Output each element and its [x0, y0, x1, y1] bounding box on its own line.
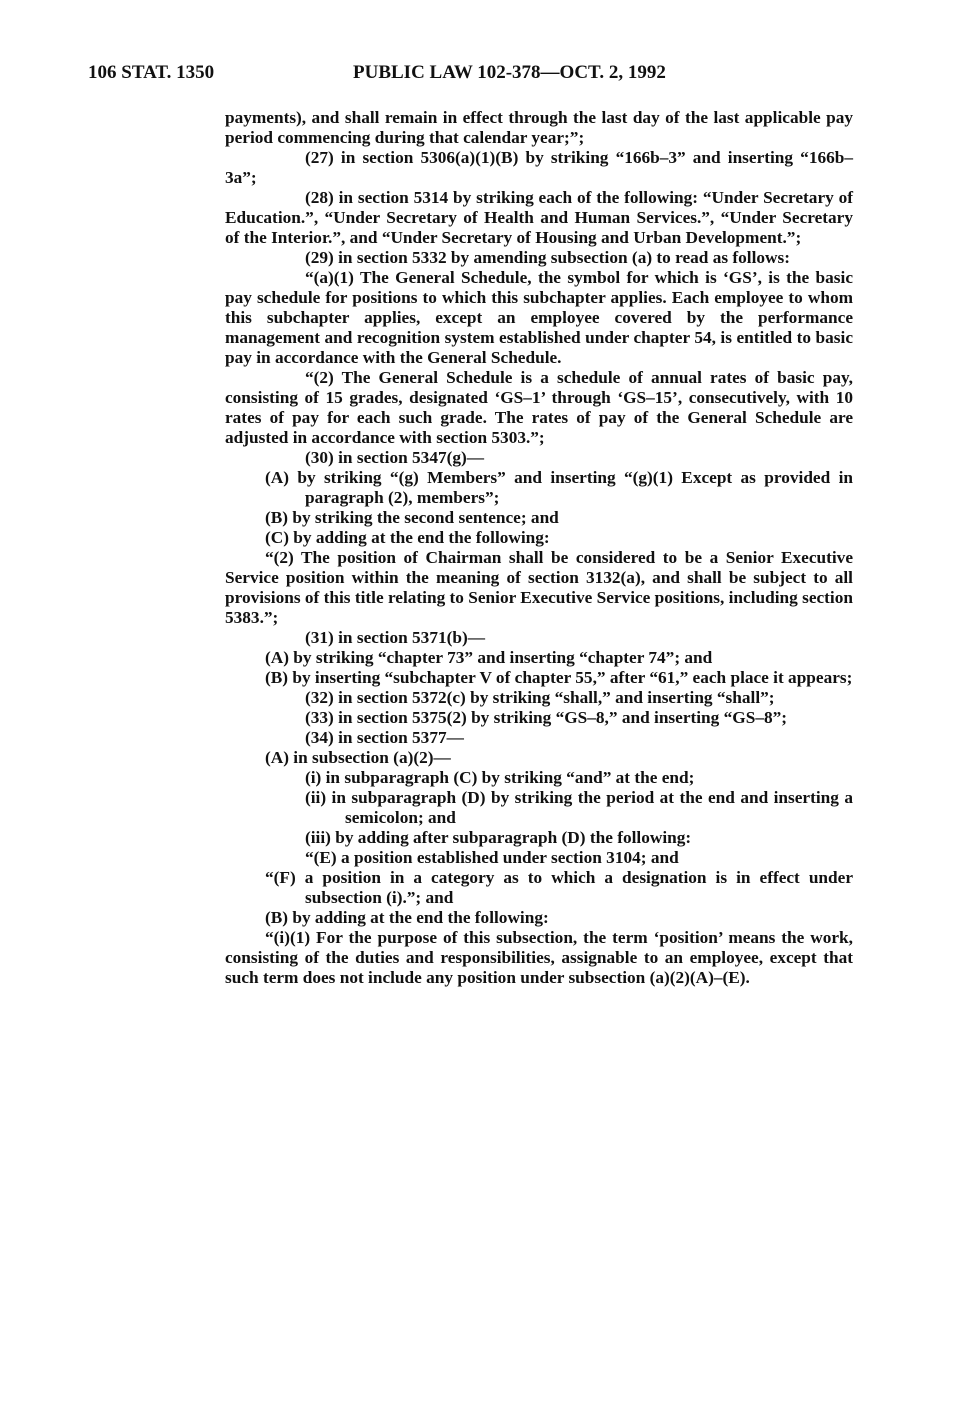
paragraph: (B) by inserting “subchapter V of chapter 55,” after “61,” each place it appears; [265, 668, 853, 687]
paragraph: (i) in subparagraph (C) by striking “and” at the end; [305, 768, 695, 787]
paragraph: (B) by striking the second sentence; and [265, 508, 559, 527]
paragraph: (A) in subsection (a)(2)— [265, 748, 451, 767]
document-body [225, 108, 853, 988]
page-reference: 106 STAT. 1350 [88, 62, 215, 83]
paragraph: (33) in section 5375(2) by striking “GS–8,” and inserting “GS–8”; [305, 708, 787, 727]
paragraph: (iii) by adding after subparagraph (D) the following: [305, 828, 692, 847]
paragraph: (27) in section 5306(a)(1)(B) by striking “166b–3” and inserting “166b–3a”; [225, 148, 853, 187]
paragraph: (C) by adding at the end the following: [265, 528, 550, 547]
paragraph: payments), and shall remain in effect through the last day of the last applicable pay period commencing during that calendar year;”; [225, 108, 853, 147]
paragraph: “(2) The position of Chairman shall be considered to be a Senior Executive Service position within the meaning of section 3132(a), and shall be subject to all provisions of this title relating to Senior Executive Service positions, including section 5383.”; [225, 548, 853, 627]
paragraph: “(F) a position in a category as to which a designation is in effect under subsection (i).”; and [265, 868, 853, 907]
page-header [88, 62, 848, 90]
paragraph: (29) in section 5332 by amending subsection (a) to read as follows: [305, 248, 791, 267]
paragraph: “(2) The General Schedule is a schedule of annual rates of basic pay, consisting of 15 grades, designated ‘GS–1’ through ‘GS–15’, consecutively, with 10 rates of pay for each such grade. The rates of pay of the General Schedule are adjusted in accordance with section 5303.”; [225, 368, 853, 447]
paragraph: (B) by adding at the end the following: [265, 908, 549, 927]
paragraph: (30) in section 5347(g)— [305, 448, 485, 467]
law-title: PUBLIC LAW 102-378—OCT. 2, 1992 [353, 62, 666, 83]
paragraph: “(a)(1) The General Schedule, the symbol for which is ‘GS’, is the basic pay schedule for positions to which this subchapter applies. Each employee to whom this subchapter applies, except an employee covered by the performance management and recognition system established under chapter 54, is entitled to basic pay in accordance with the General Schedule. [225, 268, 853, 367]
paragraph: (ii) in subparagraph (D) by striking the period at the end and inserting a semicolon; and [305, 788, 853, 827]
paragraph: “(E) a position established under section 3104; and [305, 848, 679, 867]
paragraph: (A) by striking “(g) Members” and inserting “(g)(1) Except as provided in paragraph (2), members”; [265, 468, 853, 507]
paragraph: (28) in section 5314 by striking each of the following: “Under Secretary of Education.”, “Under Secretary of Health and Human Services.”, “Under Secretary of the Interior.”, and “Under Secretary of Housing and Urban Development.”; [225, 188, 853, 247]
paragraph: (34) in section 5377— [305, 728, 464, 747]
paragraph: (32) in section 5372(c) by striking “shall,” and inserting “shall”; [305, 688, 775, 707]
paragraph: (A) by striking “chapter 73” and inserting “chapter 74”; and [265, 648, 713, 667]
paragraph: (31) in section 5371(b)— [305, 628, 486, 647]
paragraph: “(i)(1) For the purpose of this subsection, the term ‘position’ means the work, consisting of the duties and responsibilities, assignable to an employee, except that such term does not include any position under subsection (a)(2)(A)–(E). [225, 928, 853, 987]
